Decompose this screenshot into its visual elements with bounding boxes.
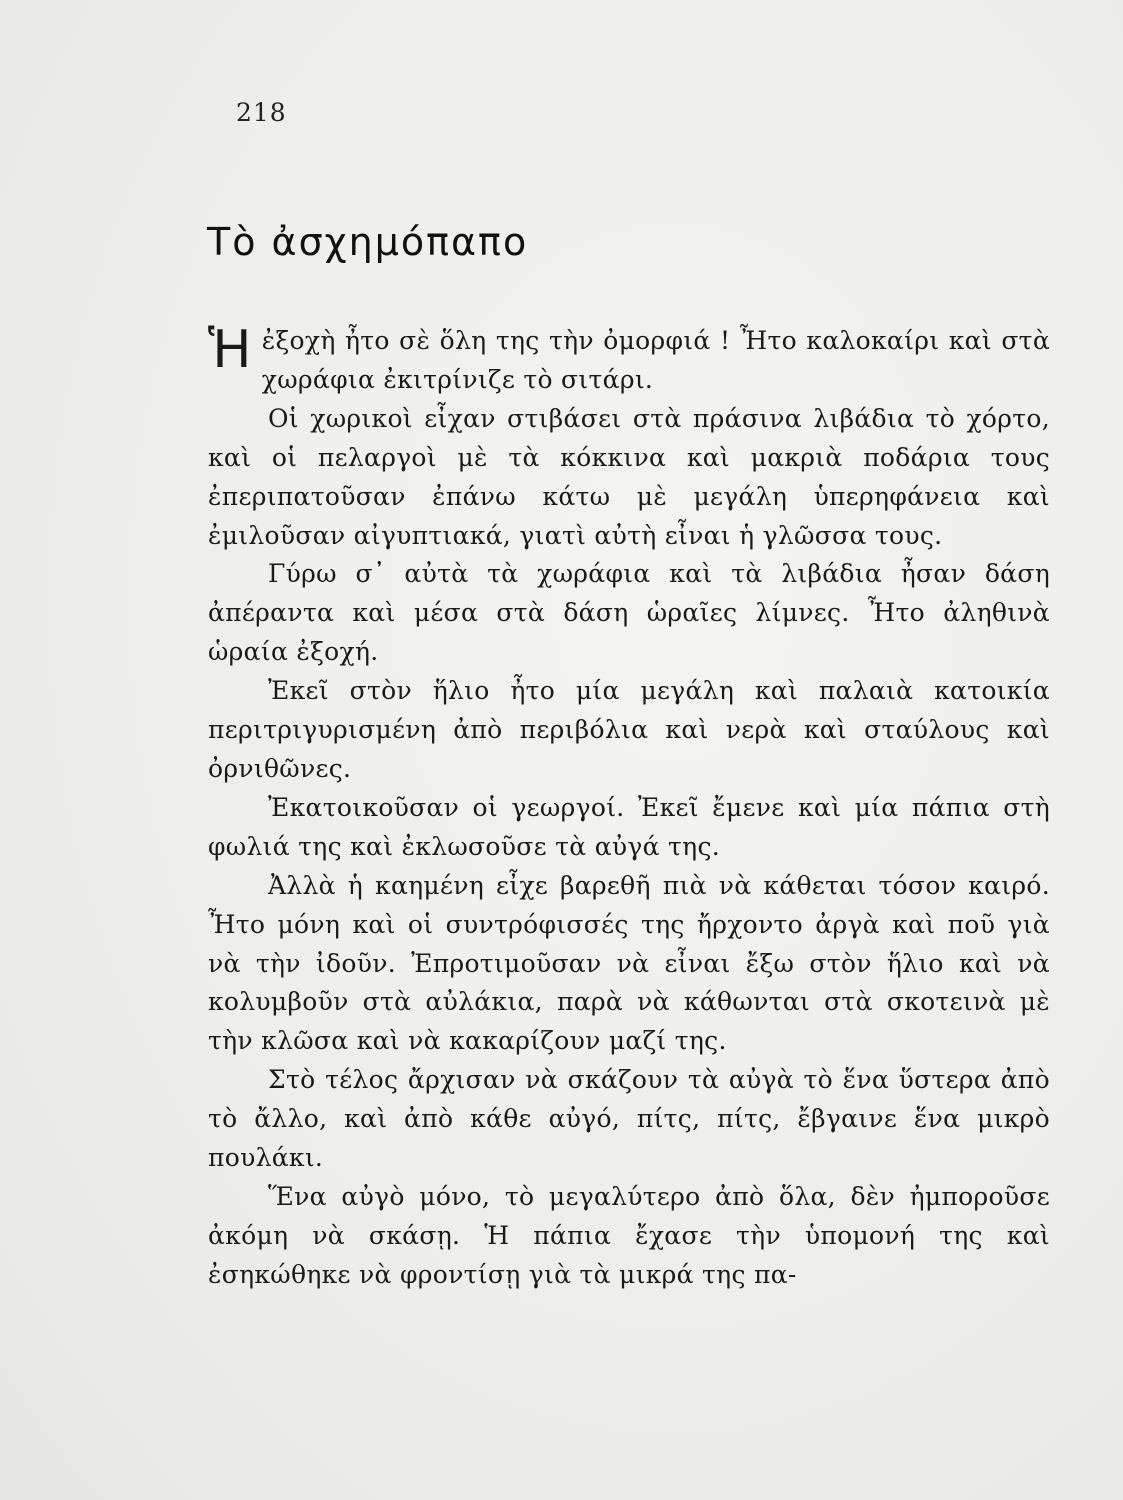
- page-number: 218: [236, 98, 287, 127]
- paragraph-4: Ἐκεῖ στὸν ἥλιο ἦτο μία μεγάλη καὶ παλαιὰ κατοικία περιτριγυρισμένη ἀπὸ περιβόλια καὶ νερὰ καὶ σταύλους καὶ ὀρνιθῶνες.: [208, 676, 1050, 783]
- paragraph-5: Ἐκατοικοῦσαν οἱ γεωργοί. Ἐκεῖ ἔμενε καὶ μία πάπια στὴ φωλιά της καὶ ἐκλωσοῦσε τὰ αὐγά της.: [208, 792, 1050, 861]
- paragraph-2: Οἱ χωρικοὶ εἶχαν στιβάσει στὰ πράσινα λιβάδια τὸ χόρτο, καὶ οἱ πελαργοὶ μὲ τὰ κόκκινα καὶ μακριὰ ποδάρια τους ἐπεριπατοῦσαν ἐπάνω κάτω μὲ μεγάλη ὑπερηφάνεια καὶ ἐμιλοῦσαν αἰγυπτιακά, γιατὶ αὐτὴ εἶναι ἡ γλῶσσα τους.: [208, 403, 1050, 550]
- paragraph-8: Ἕνα αὐγὸ μόνο, τὸ μεγαλύτερο ἀπὸ ὅλα, δὲν ἠμποροῦσε ἀκόμη νὰ σκάσῃ. Ἡ πάπια ἔχασε τὴν ὑπομονή της καὶ ἐσηκώθηκε νὰ φροντίσῃ γιὰ τὰ μικρά της πα-: [208, 1181, 1050, 1289]
- drop-cap: Ἡ: [208, 320, 252, 380]
- paragraph-7: Στὸ τέλος ἄρχισαν νὰ σκάζουν τὰ αὐγὰ τὸ ἕνα ὕστερα ἀπὸ τὸ ἄλλο, καὶ ἀπὸ κάθε αὐγό, πίτς, πίτς, ἔβγαινε ἕνα μικρὸ πουλάκι.: [208, 1065, 1050, 1173]
- paragraph-1-text: ἐξοχὴ ἦτο σὲ ὅλη της τὴν ὀμορφιά ! Ἦτο καλοκαίρι καὶ στὰ χωράφια ἐκιτρίνιζε τὸ σιτάρι.: [261, 326, 1050, 394]
- paragraph-1: [208, 322, 1050, 400]
- chapter-title: Τὸ ἀσχημόπαπο: [207, 220, 529, 264]
- paragraph-3: Γύρω σ᾿ αὐτὰ τὰ χωράφια καὶ τὰ λιβάδια ἦσαν δάση ἀπέραντα καὶ μέσα στὰ δάση ὡραῖες λίμνες. Ἦτο ἀληθινὰ ὡραία ἐξοχή.: [208, 559, 1050, 667]
- paragraph-6: Ἀλλὰ ἡ καημένη εἶχε βαρεθῆ πιὰ νὰ κάθεται τόσον καιρό. Ἦτο μόνη καὶ οἱ συντρόφισσές της ἤρχοντο ἀργὰ καὶ ποῦ γιὰ νὰ τὴν ἰδοῦν. Ἐπροτιμοῦσαν νὰ εἶναι ἔξω στὸν ἥλιο καὶ νὰ κολυμβοῦν στὰ αὐλάκια, παρὰ νὰ κάθωνται στὰ σκοτεινὰ μὲ τὴν κλῶσα καὶ νὰ κακαρίζουν μαζί της.: [208, 870, 1050, 1056]
- body-text: [208, 322, 1050, 1295]
